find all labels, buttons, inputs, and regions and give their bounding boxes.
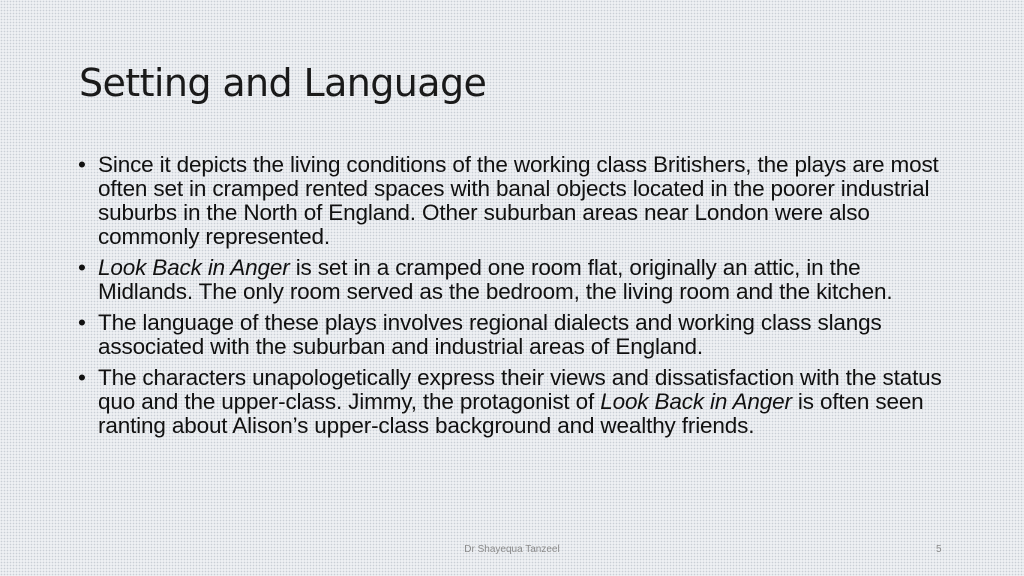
bullet-text: • The language of these plays involves regional dialects and working class slangs associated with the suburban and industrial areas of England. <box>98 310 882 359</box>
bullet-item <box>78 256 958 304</box>
slide-title: Setting and Language <box>79 61 487 105</box>
bullet-item <box>78 311 958 359</box>
bullet-text: • Since it depicts the living conditions of the working class Britishers, the plays are most often set in cramped rented spaces with banal objects located in the poorer industrial suburbs in the North of England. Other suburban areas near London were also commonly represented. <box>98 152 939 249</box>
play-title-italic: Look Back in Anger <box>98 255 290 280</box>
play-title-italic: Look Back in Anger <box>600 389 792 414</box>
bullet-item <box>78 153 958 249</box>
bullet-list <box>78 153 958 445</box>
footer-author: Dr Shayequa Tanzeel <box>464 544 560 555</box>
bullet-item <box>78 366 958 438</box>
bullet-text <box>98 366 958 438</box>
bullet-text <box>98 256 958 304</box>
slide-number: 5 <box>936 544 942 555</box>
bullet-text-part: is often seen ranting about Alison’s upper-class background and wealthy friends. <box>98 389 924 438</box>
bullet-text-part: The characters unapologetically express their views and dissatisfaction with the status quo and the upper-class. Jimmy, the protagonist of <box>98 365 942 414</box>
bullet-text-part: is set in a cramped one room flat, originally an attic, in the Midlands. The only room served as the bedroom, the living room and the kitchen. <box>98 255 893 304</box>
